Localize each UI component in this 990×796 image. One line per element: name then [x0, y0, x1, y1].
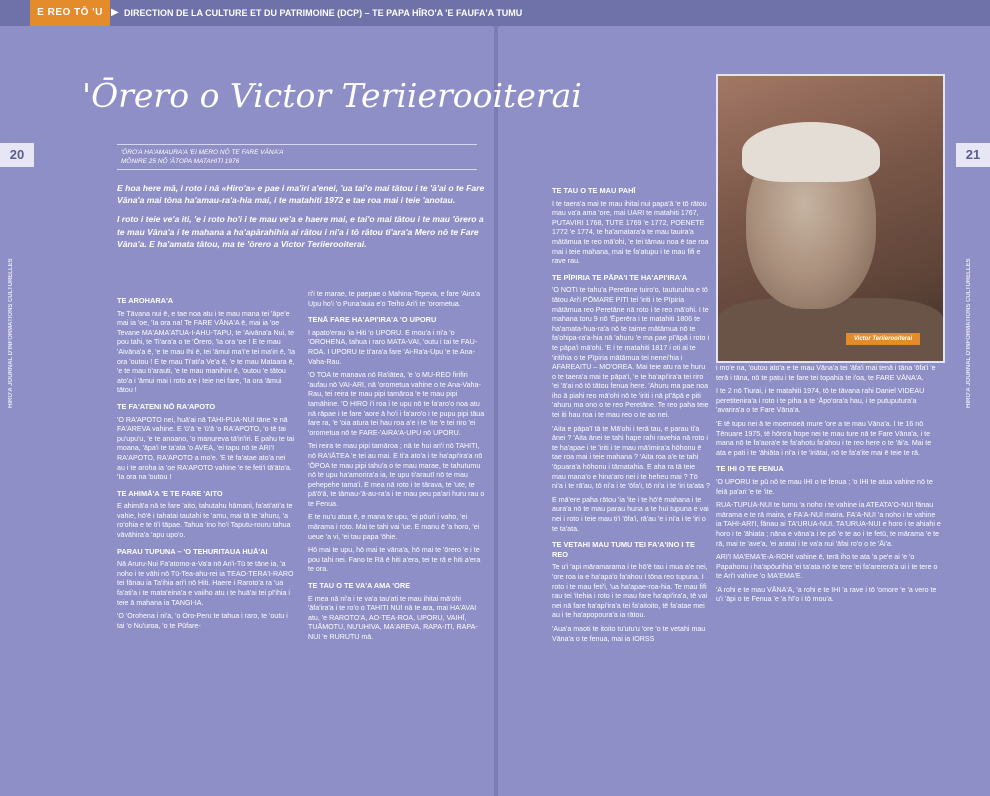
section-heading: TENĀ FARE HA'API'IRA'A 'O UPORU [308, 315, 437, 325]
body-paragraph: I apato'erau 'ia Hiti 'o UPORU. E mou'a i ni'a 'o 'OROHENA, tahua i raro MATA-VAI, 'outu i tai te FAU-ROA. I UPORU te ti'ara'a fare 'Ai-Ra'a-Upu 'e te Ana-Vaha-Rau. [308, 328, 478, 366]
body-paragraph: Tei reira te mau pipi tamāroa ; nā te hui ari'i nō TAHITI, nō RA'IĀTEA 'e tei au mai. E ti'a ato'a i te ha'api'ira'a nō 'ŌPOA te mau pipi tahu'a o te mau marae, te tahutumu nō te upu ha'amorira'a ia, te upu ti'arautī nō te mau pehepehe tama'i. E mea nā roto i te tārava, te 'ute, te pā'ō'ā, te tāmau-'ā-au-ra'a i te mau peu pa'ari huru rau o te Fenua. [308, 442, 485, 508]
intro-paragraph-2: I roto i teie ve'a iti, 'e i roto ho'i i te mau ve'a e haere mai, e tai'o mai tātou i te mau 'ōrero a te mau Vāna'a i te mahana a ha'apārahihia ai rātou i ni'a i tō rātou ti'ara'a Mero nō te Fare Vāna'a. E ha'amata tātou, ma te 'ōrero a Victor Teriierooiterai. [117, 214, 484, 249]
header-title: DIRECTION DE LA CULTURE ET DU PATRIMOINE (DCP) – TE PAPA HĪRO'A 'E FAUFA'A TUMU [124, 8, 523, 18]
text-column-2 [308, 290, 486, 790]
body-paragraph: E ahimā'a nā te fare 'aito, tahutahu hāmani, fa'ati'ati'a te vahie, hō'ē i tahatai tautahi te 'amu, mai tā te 'ahuru, 'a ro'ohia e te ti'i tāpae. Tahua 'ino ho'i Taputu-rouru tahua vāvāhira'a 'apu upo'o. [117, 502, 293, 540]
article-intro [117, 182, 487, 257]
body-paragraph: E mā'ere paha rātou 'ia 'ite i te hō'ē mahana i te aura'a nō te mau parau huna a te hui tupuna e vai nei i roto i teie mau ti'i 'ōfa'i, rā'au 'e i ni'a i te 'iri o te ta'ata. [552, 495, 709, 533]
subtitle-line-2: MŌNIRE 25 NŌ 'ĀTOPA MATAHITI 1976 [121, 158, 240, 165]
section-heading: TE TAU O TE MAU PAHĪ [552, 186, 636, 195]
body-paragraph: E te nu'u atua ē, e mana te upu, 'ei pōuri i vaho, 'ei mārama i roto. Mai te tahi vai 'ue. E manu ē 'a horo, 'ei ueue 'a vi, 'ei tau papa 'ōhie. [308, 513, 480, 541]
page-number-right: 21 [956, 143, 990, 167]
body-paragraph: 'O 'Orohena i ni'a, 'o Oro-Peru te tahua i raro, te 'outu i tai 'o Nu'uroa, 'o te Pūfare- [117, 612, 288, 630]
portrait-photo [716, 74, 945, 363]
body-paragraph: Nā Aruru-Nui Fa'atomo-a-Va'a nō Ari'i-Tū te tāne ia, 'a noho i te vāhi nō Tū-Tea-ahu-rei ia TEAO-TERA'I-RARO tei fānau ia Ta'ihia ari'i nō Hiti. Haere i Raroto'a ra 'ua fa'ati'a i te mata'eina'a e vaiiho atu i te huā'ai tei pī'ihia i teie ā mahana ia TANGI-IA. [117, 560, 294, 607]
article-subtitle [121, 148, 284, 166]
body-paragraph: E mea nā ni'a i te va'a tau'ati te mau ihitai mā'ohi 'āfa'ira'a i te ro'o o TAHITI NUI nā te ara, mai HA'AVAI atu, 'e RAROTO'A, AO-TEA-ROA, UPORU, VAIHĪ, TUĀMOTU, NU'UHIVA, MA'AREVA, RAPA-ITI, RAPA-NUI 'e RURUTU mā. [308, 594, 478, 641]
section-tag: E REO TŌ 'U [30, 0, 110, 26]
side-text-right: HIRO'A JOURNAL D'INFORMATIONS CULTURELLES [966, 258, 972, 408]
chevron-right-icon: ▶ [111, 7, 119, 18]
photo-shirt [718, 298, 943, 363]
body-paragraph: 'O NOTI te tahu'a Peretāne tuiro'o, tauturuhia e tō tātou Ari'i PŌMARE PITI tei 'iriti i te Pīpiria mātāmua reo Peretāne nā roto i te reo mā'ohi. I te mahana toru 9 nō 'Ēperēra i te matahiti 1806 te ha'amata-hua-ra'a nō te taime mātāmua nō te fa'ohipa-ra'a-hia nā 'ahuru 'e ma pae pī'āpā i roto i te pāpa'i mā'ohi. 'E i te matahiti 1817 i oti ai te 'iritihia o te Pīpiria mātāmua tei nenei'hia i AFAREAITU – MO'OREA. Mai teie atu ra te huru o te taera'a mai te pāpa'i, 'e te ha'api'ira'a tei riro 'ei 'ā'ai nō tō tātou fenua here. 'Ahuru ma pae noa iho ā piahi reo mā'ohi nō te 'iriti i nā pī'āpā e piti 'ahuru ma ono o te reo Peretāne. Te reo paha teie tei iti hau roa i te mau reo o te ao nei. [552, 286, 710, 420]
section-heading: PARAU TUPUNA – 'O TEHURITAUA HUĀ'AI [117, 546, 268, 556]
subtitle-line-1: 'ŌRO'A HA'AMAURA'A 'EI MERO NŌ TE FARE VĀNA'A [121, 149, 284, 156]
body-paragraph: ri'i te marae, te paepae o Mahina-Tepeva, e fare 'Aira'a Upu ho'i 'o Puna'auia e'o Teiho Ari'i te 'orometua. [308, 290, 481, 308]
body-paragraph: I te taera'a mai te mau ihitai nui papa'ā 'e tō rātou mau va'a ama 'ore, mai UARI te matahiti 1767, PUTAVIRI 1768, TUTE 1769 'e 1772, POENETE 1772 'e 1774, te ha'amatara'a te mau tauira'a mātāmua te reo mā'ohi, 'e tei tāmau noa ē tae roa mai i teie mahana, mai te fa'atupu i te mau fifi e rave rau. [552, 199, 709, 266]
body-paragraph: 'O RA'APOTO nei, huā'ai nā TAHI-PUA-NUI tāne 'e nā FA'AREVA vahine. E 'ū'ā 'e 'ū'ā 'o RA'APOTO, 'o tē tai pu'upu'u, 'e te anoano, 'o manureva tā'iri'iri. E pahu te tai moana, 'āpa'i te ta'ata 'o AVEA, 'ei tapu nō te ARI'I RA'APOTO, RA'APOTO a mo'e. 'E tē fa'atae ato'a nei au i te aroha ia 'oe RA'APOTO vahine 'e te feti'i tā'āto'a. 'Ia ora na 'outou ! [117, 415, 295, 482]
text-column-1 [117, 290, 295, 790]
body-paragraph: 'A rohi e te mau VĀNA'A, 'a rohi e te IHI 'a rave i tō 'omore 'e 'a vero te u'i 'āpi o te Fenua 'e 'a hī'o i tō mou'a. [716, 585, 937, 604]
body-paragraph: 'Aua'a maoti te itoito tu'utu'u 'ore 'o te vetahi mau Vāna'a o te fenua, mai ia IORSS [552, 624, 706, 643]
photo-hair [742, 122, 880, 182]
body-paragraph: Te Tāvana nui ē, e tae noa atu i te mau mana tei 'āpe'e mai ia 'oe, 'Ia ora na! Te FARE VĀNA'A ē, mai ia 'oe Tevane MA'AMA'ATUA-I-AHU-TAPU, te 'Aivāna'a Nui, te pou tahi, te Ti'ara'a o te 'Ōrero, 'Ia ora 'oe ! E te mau 'Aivāna'a ē, 'e te mau Ihi ē, tei 'āmui ma'i'e tei ma'iri ē, 'Ia ora 'outou ! E te mau Ti'ati'a Ve'a ē, 'e te mau Mataara ē, 'e te mau ti'arauti, 'e te mau manihini ē, 'outou 'e tātou ato'a i 'āmui mai i roto a'e i teie nei fare, 'Ia ora 'āmui tātou ! [117, 309, 295, 395]
subtitle-box [117, 144, 477, 170]
section-heading: TE AROHARA'A [117, 296, 174, 305]
photo-caption: Victor Teriierooiterai [846, 333, 920, 345]
intro-paragraph-1: E hoa here mā, i roto i nā «Hiro'a» e pae i ma'iri a'enei, 'ua tai'o mai tātou i te 'ā'ai o te Fare Vāna'a mai tōna ha'amau-ra'a-hia mai, i te matahiti 1972 e tae roa mai i teie 'anotau. [117, 183, 485, 206]
body-paragraph: 'O TOA te manava nō Ra'iātea, 'e 'o MU-REO firifiri 'aufau nō VAI-ARI, nā 'orometua vahine o te Ana-Vaha-Rau, tei reira te mau pipi tamāroa 'e te mau pipi tamāhine. 'O HIRO i'i roa i te upu nō te fa'aro'o noa atu nā rāpae i te fare 'aore ā ho'i i fa'aro'o i te pupu pipi tāua fare ra, 'e 'oia atura tei hau roa a'e i te 'ite 'e tei riro 'ei 'orometua nō te FARE-'AIRA'A-UPU nō UPORU. [308, 371, 485, 437]
body-paragraph: 'O UPORU te pū nō te mau IHI o te fenua ; 'o IHI te atua vahine nō te feiā pa'ari 'e te 'ite. [716, 477, 933, 496]
section-heading: TE PĪPIRIA TE PĀPA'I TE HA'API'IRA'A [552, 272, 688, 282]
body-paragraph: 'Aita e pāpa'ī tā te Mā'ohi i terā tau, e parau ti'a ānei ? 'Aita ānei te tahi hape rahi ravehia nā roto i te ha'apae i te 'iriti i te mau mā'imira'a hōhonu ē tae roa mai i teie mahana ? 'Aita roa a'e te tahi 'ōpuara'a hōhonu i tāmatahia. E aha ra tā teie mau mana'o e hina'aro nei i te heheu mai ? Tō ni'a i te rā'au, tō ni'a i te 'ōfa'i, tō ni'a i te 'iri ta'ata ? [552, 424, 710, 491]
section-heading: TE FA'ATENI NŌ RA'APOTO [117, 401, 216, 411]
side-text-left: HIRO'A JOURNAL D'INFORMATIONS CULTURELLES [8, 258, 14, 408]
article-title: 'Ōrero o Victor Teriierooiterai [82, 76, 582, 115]
body-paragraph: RUA-TUPUA-NUI te tumu 'a noho i te vahine ia ATEATA'O-NUI fānau mārama e te rā maira, e FA'A-NUI maira. FA'A-NUI 'a noho i te vahine ia TAHI-ARI'I, fānau ai TA'URUA-NUI. TA'URUA-NUI e horo i te ahiahi e horo i te 'āhiata ; nāna e vāna'a i te pō 'e te ao i te fetū, te mārama 'e te rā, mai te 'ave'a, 'ei aratai i te va'a nui 'āfai ro'o o te 'Āi'a. [716, 501, 941, 548]
body-paragraph: Te u'i 'api māramarama i te hō'ē tau i mua a'e nei, 'ore roa ia e ha'apa'o fa'ahou i tōna reo tupuna. I roto i te mau feti'i, 'ua ha'apae-roa-hia. Te mau fifi rau tei 'itehia i roto i te mau fare ha'api'ira'a, tē vai nei nā fare ha'api'ira'a tei fa'aitoito, tē fa'atae mei au i te ha'apopoura'a ia rātou. [552, 563, 708, 620]
section-heading: TE VETAHI MAU TUMU TEI FA'A'INO I TE REO [552, 540, 695, 559]
body-paragraph: Hō mai te upu, hō mai te vāna'a, hō mai te 'ōrero 'e i te pou tahi nei. Fano te Rā ē hiti a'era, tei te rā e hiti a'era te ora. [308, 546, 481, 574]
text-column-4 [716, 364, 941, 790]
section-heading: TE TAU O TE VA'A AMA 'ORE [308, 581, 411, 591]
body-paragraph: i mo'e na, 'outou ato'a e te mau Vāna'a tei 'āfa'i mai tenā i tāna 'ōfa'i 'e terā i tāna, nō te patu i te fare tei topahia te i'oa, te FARE VĀNA'A. [716, 364, 936, 382]
page-number-left: 20 [0, 143, 34, 167]
text-column-3 [552, 180, 710, 790]
body-paragraph: ARI'I MA'EMA'E-A-ROHI vahine ē, terā iho te ata 'a pe'e ai 'e 'o Papahonu i ha'apōurihia 'ei ta'ata nō te tere 'ei fa'arerera'a ui i te tere o te Ari'i vahine 'o MA'EMA'E. [716, 553, 938, 581]
body-paragraph: 'E tē tupu nei ā te moemoeā mure 'ore a te mau Vāna'a. I te 16 nō Tēnuare 1975, tē hōro'a hope nei te mau ture nā te Fare Vāna'a, i te mana nō te fa'aora'e te fa'ahotu fa'ahou i te reo here o te 'āi'a. Mai te ata e pati i te 'āhiāta i ni'a i te 'iriātai, nō te fa'a'ite mai ē teie te rā. [716, 419, 932, 457]
section-heading: TE IHI O TE FENUA [716, 464, 784, 474]
body-paragraph: I te 2 nō Tiurai, i te matahiti 1974, tō te tāvana rahi Daniel VIDEAU peretitenira'a i roto i te piha a te 'Āpo'ora'a hau, i te putuputura'a 'avarira'a o te Fare Vāna'a. [716, 387, 925, 415]
section-heading: TE AHIMĀ'A 'E TE FARE 'AITO [117, 488, 223, 498]
page-gutter [494, 26, 498, 796]
